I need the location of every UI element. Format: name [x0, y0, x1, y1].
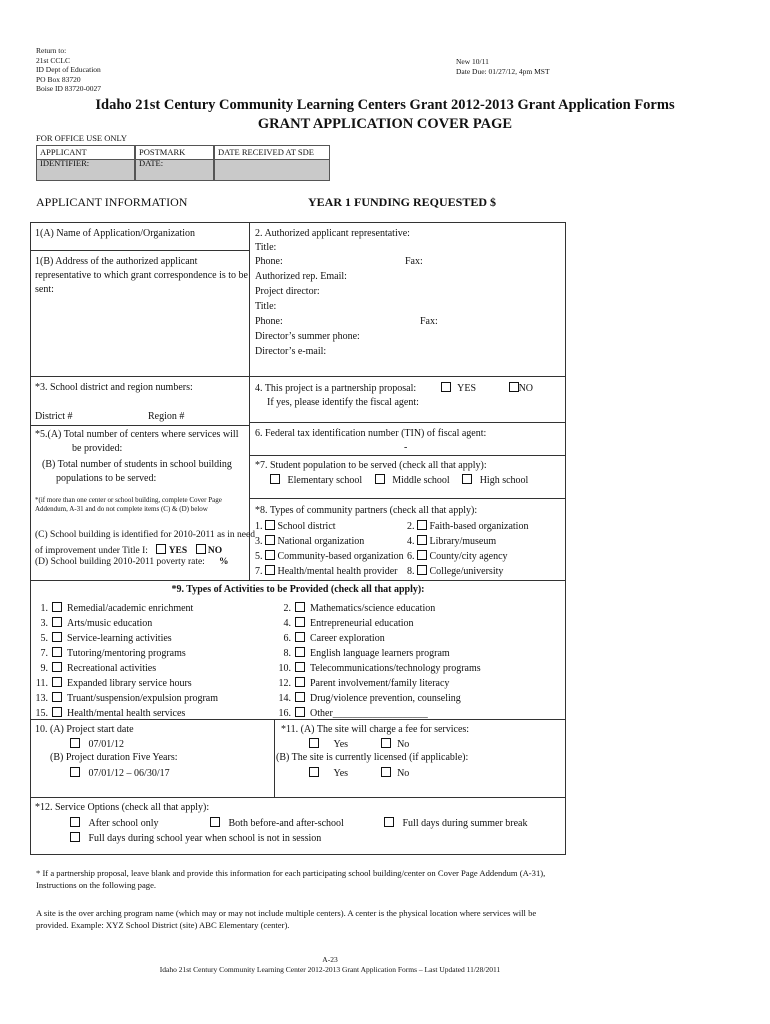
q7-options: Elementary school Middle school High school: [270, 474, 528, 486]
before-after-checkbox[interactable]: [210, 817, 220, 827]
region-label: Region #: [148, 411, 185, 422]
activity-number: 12.: [278, 678, 291, 689]
partner-row-1: 1. School district: [255, 521, 336, 532]
license-options: Yes No: [309, 767, 409, 779]
activity-checkbox[interactable]: [52, 662, 62, 672]
activity-label: Parent involvement/family literacy: [310, 678, 450, 689]
activity-number: 8.: [283, 648, 291, 659]
q12-label: *12. Service Options (check all that apply):: [35, 802, 210, 813]
activity-label: Remedial/academic enrichment: [67, 603, 194, 614]
rep-fax: Fax:: [405, 256, 423, 267]
activity-label: English language learners program: [310, 648, 450, 659]
q1b-line1: 1(B) Address of the authorized applicant: [35, 256, 198, 267]
activity-number: 14.: [278, 693, 291, 704]
q5a-line2: be provided:: [72, 443, 123, 454]
return-address: Return to: 21st CCLC ID Dept of Education PO Box 83720 Boise ID 83720-0027: [36, 46, 101, 93]
start-date-checkbox[interactable]: [70, 738, 80, 748]
activity-label: Recreational activities: [67, 663, 157, 674]
q11a-label: *11. (A) The site will charge a fee for services:: [281, 724, 470, 735]
activity-label: Service-learning activities: [67, 633, 172, 644]
title1-yes-checkbox[interactable]: [156, 544, 166, 554]
activities-heading: *9. Types of Activities to be Provided (check all that apply):: [171, 584, 425, 595]
rep-title: Title:: [255, 242, 277, 253]
activity-number: 5.: [40, 633, 48, 644]
activity-number: 13.: [35, 693, 48, 704]
activity-label: Expanded library service hours: [67, 678, 192, 689]
activity-checkbox[interactable]: [295, 662, 305, 672]
q7-label: *7. Student population to be served (check all that apply):: [255, 460, 487, 471]
partner-6-checkbox[interactable]: [417, 550, 427, 560]
activity-item: [26, 707, 286, 719]
before-after-option: Both before-and after-school: [210, 817, 344, 829]
activity-checkbox[interactable]: [295, 692, 305, 702]
activity-label: Entrepreneurial education: [310, 618, 414, 629]
duration-checkbox[interactable]: [70, 767, 80, 777]
activity-number: 15.: [35, 708, 48, 719]
q10a-label: 10. (A) Project start date: [35, 724, 134, 735]
activity-number: 16.: [278, 708, 291, 719]
project-director: Project director:: [255, 286, 320, 297]
activity-label: Truant/suspension/expulsion program: [67, 693, 219, 704]
activity-number: 1.: [40, 603, 48, 614]
q10b-label: (B) Project duration Five Years:: [50, 752, 178, 763]
q1a-label: 1(A) Name of Application/Organization: [35, 228, 196, 239]
activity-label: Career exploration: [310, 633, 385, 644]
activity-item: [268, 617, 528, 629]
activity-item: [268, 662, 528, 674]
activity-checkbox[interactable]: [295, 647, 305, 657]
activity-item: [268, 602, 528, 614]
activity-checkbox[interactable]: [295, 632, 305, 642]
poverty-pct: %: [219, 557, 229, 567]
activity-number: 3.: [40, 618, 48, 629]
q5c-line2: of improvement under Title I: YES NO: [35, 546, 223, 556]
activity-checkbox[interactable]: [52, 602, 62, 612]
activity-number: 9.: [40, 663, 48, 674]
page-number: A-23: [322, 955, 338, 964]
activity-item: [268, 707, 528, 719]
activity-checkbox[interactable]: [295, 602, 305, 612]
start-date: 07/01/12: [70, 738, 124, 750]
activity-item: [268, 647, 528, 659]
partnership-no-checkbox[interactable]: [509, 382, 519, 392]
page-title: Idaho 21st Century Community Learning Centers Grant 2012-2013 Grant Application Forms GRANT APPLICATION COVER PAGE: [95, 97, 675, 132]
office-use-label: FOR OFFICE USE ONLY: [36, 133, 128, 143]
q5b-line1: (B) Total number of students in school building: [42, 459, 232, 470]
activity-number: 4.: [283, 618, 291, 629]
q4-label: 4. This project is a partnership proposal: YES NO: [255, 383, 534, 394]
footer-text: Idaho 21st Century Community Learning Center 2012-2013 Grant Application Forms – Last Updated 11/28/2011: [159, 965, 501, 974]
partner-2-checkbox[interactable]: [417, 520, 427, 530]
footnote-site: A site is the over arching program name (which may or may not include multiple centers). A center is the physical location where services will be provided. Example: XYZ School District (site) ABC Elementary (center).: [36, 908, 537, 930]
full-day-option: Full days during school year when school is not in session: [70, 832, 321, 844]
partner-3-checkbox[interactable]: [265, 535, 275, 545]
activity-checkbox[interactable]: [295, 617, 305, 627]
district-label: District #: [35, 411, 73, 422]
activity-item: [26, 617, 286, 629]
activity-label: Health/mental health services: [67, 708, 186, 719]
director-title: Title:: [255, 301, 277, 312]
fee-yes-checkbox[interactable]: [309, 738, 319, 748]
date-received-cell: DATE RECEIVED AT SDE: [214, 145, 330, 181]
partner-1-checkbox[interactable]: [265, 520, 275, 530]
activity-item: [268, 677, 528, 689]
footnote-partnership: * If a partnership proposal, leave blank and provide this information for each participating school building/center on Cover Page Addendum (A-31), Instructions on the following page.: [36, 868, 546, 890]
q4-sub: If yes, please identify the fiscal agent:: [267, 397, 419, 408]
activity-label: Mathematics/science education: [310, 603, 436, 614]
full-day-checkbox[interactable]: [70, 832, 80, 842]
q5d-label: (D) School building 2010-2011 poverty rate:: [35, 557, 205, 567]
activity-item: [26, 692, 286, 704]
activity-checkbox[interactable]: [52, 677, 62, 687]
partner-row-6: 6. County/city agency: [407, 551, 508, 562]
q3-label: *3. School district and region numbers:: [35, 382, 193, 393]
partner-row-4: 4. Library/museum: [407, 536, 497, 547]
after-school-checkbox[interactable]: [70, 817, 80, 827]
q11b-label: (B) The site is currently licensed (if applicable):: [276, 752, 469, 763]
duration: 07/01/12 – 06/30/17: [70, 767, 170, 779]
activity-item: [26, 677, 286, 689]
after-school-option: After school only: [70, 817, 159, 829]
elementary-checkbox[interactable]: [270, 474, 280, 484]
activity-label: Telecommunications/technology programs: [310, 663, 481, 674]
summer-checkbox[interactable]: [384, 817, 394, 827]
partner-row-8: 8. College/university: [407, 566, 504, 577]
partner-row-2: 2. Faith-based organization: [407, 521, 529, 532]
q2-label: 2. Authorized applicant representative:: [255, 228, 410, 239]
activity-checkbox[interactable]: [52, 632, 62, 642]
partnership-yes-checkbox[interactable]: [441, 382, 451, 392]
postmark-date-cell: POSTMARK DATE:: [135, 145, 214, 181]
partner-row-7: 7. Health/mental health provider: [255, 566, 398, 577]
funding-heading: YEAR 1 FUNDING REQUESTED $: [308, 195, 497, 209]
addendum-note: *(if more than one center or school building, complete Cover Page Addendum, A-31 and do not complete items (C) & (D) below: [35, 496, 222, 513]
fee-no-checkbox[interactable]: [381, 738, 391, 748]
activity-item: [26, 647, 286, 659]
high-checkbox[interactable]: [462, 474, 472, 484]
activity-item: [268, 632, 528, 644]
q8-label: *8. Types of community partners (check all that apply):: [255, 505, 478, 516]
q5c-line1: (C) School building is identified for 2010-2011 as in need: [35, 530, 255, 540]
activity-number: 6.: [283, 633, 291, 644]
activity-checkbox[interactable]: [52, 617, 62, 627]
applicant-info-heading: APPLICANT INFORMATION: [36, 195, 188, 209]
activity-item: [268, 692, 528, 704]
q5b-line2: populations to be served:: [56, 473, 157, 484]
activity-checkbox[interactable]: [295, 677, 305, 687]
page-footer: [0, 955, 660, 975]
partner-row-5: 5. Community-based organization: [255, 551, 404, 562]
activity-item: [26, 662, 286, 674]
partner-5-checkbox[interactable]: [265, 550, 275, 560]
activity-checkbox[interactable]: [52, 707, 62, 717]
director-fax: Fax:: [420, 316, 438, 327]
q1b-line3: sent:: [35, 284, 54, 295]
activity-checkbox[interactable]: [52, 647, 62, 657]
fee-options: Yes No: [309, 738, 409, 750]
activity-checkbox[interactable]: [295, 707, 305, 717]
applicant-identifier-cell: APPLICANT IDENTIFIER:: [36, 145, 135, 181]
activity-number: 7.: [40, 648, 48, 659]
tin-dash: -: [404, 442, 408, 453]
partner-row-3: 3. National organization: [255, 536, 365, 547]
activity-label: Drug/violence prevention, counseling: [310, 693, 461, 704]
partner-7-checkbox[interactable]: [265, 565, 275, 575]
rep-email: Authorized rep. Email:: [255, 271, 347, 282]
version-info: New 10/11 Date Due: 01/27/12, 4pm MST: [456, 57, 550, 76]
licensed-yes-checkbox[interactable]: [309, 767, 319, 777]
q1b-line2: representative to which grant correspondence is to be: [35, 270, 248, 281]
activity-checkbox[interactable]: [52, 692, 62, 702]
q6-label: 6. Federal tax identification number (TIN) of fiscal agent:: [255, 428, 487, 439]
middle-checkbox[interactable]: [375, 474, 385, 484]
activity-label: Other___________________: [310, 708, 428, 719]
activity-number: 11.: [35, 678, 48, 689]
activity-item: [26, 602, 286, 614]
activity-label: Tutoring/mentoring programs: [67, 648, 186, 659]
director-phone: Phone:: [255, 316, 283, 327]
partner-4-checkbox[interactable]: [417, 535, 427, 545]
director-email: Director’s e-mail:: [255, 346, 327, 357]
summer-option: Full days during summer break: [384, 817, 527, 829]
rep-phone: Phone:: [255, 256, 283, 267]
director-summer-phone: Director’s summer phone:: [255, 331, 360, 342]
title1-no-checkbox[interactable]: [196, 544, 206, 554]
activity-number: 2.: [283, 603, 291, 614]
activity-label: Arts/music education: [67, 618, 153, 629]
q5a-line1: *5.(A) Total number of centers where services will: [35, 429, 239, 440]
partner-8-checkbox[interactable]: [417, 565, 427, 575]
activity-item: [26, 632, 286, 644]
activity-number: 10.: [278, 663, 291, 674]
licensed-no-checkbox[interactable]: [381, 767, 391, 777]
